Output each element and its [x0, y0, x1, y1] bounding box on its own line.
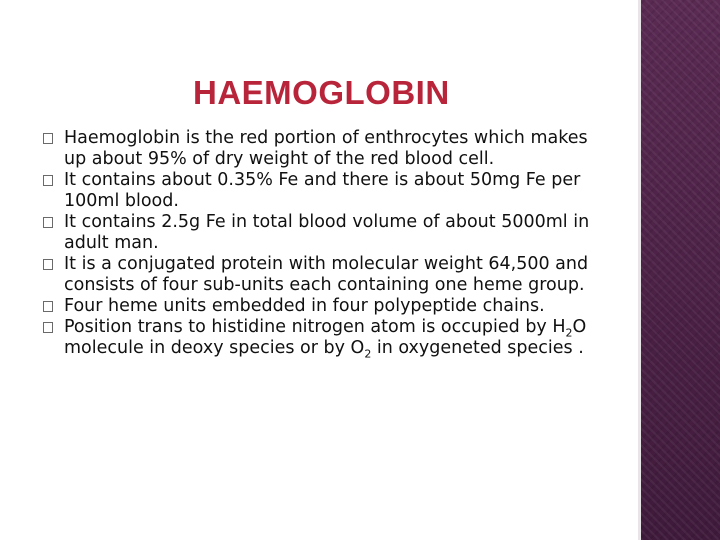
square-bullet-icon [43, 301, 53, 312]
slide-title: HAEMOGLOBIN [193, 74, 450, 111]
list-item [43, 170, 605, 212]
list-item [43, 128, 605, 170]
subscript: 2 [364, 347, 372, 361]
square-bullet-icon [43, 217, 53, 228]
square-bullet-icon [43, 133, 53, 144]
side-decoration-panel [641, 0, 720, 540]
bullet-text-part: Position trans to histidine nitrogen atom is occupied by H [64, 317, 566, 337]
subscript: 2 [565, 326, 573, 340]
bullet-text-part: in oxygeneted species . [371, 338, 584, 358]
bullet-list [43, 128, 605, 359]
bullet-text: It contains about 0.35% Fe and there is about 50mg Fe per 100ml blood. [64, 170, 581, 211]
square-bullet-icon [43, 322, 53, 333]
bullet-text-part: O molecule in deoxy species or by O [64, 317, 587, 358]
list-item [43, 317, 605, 359]
square-bullet-icon [43, 259, 53, 270]
bullet-text: It is a conjugated protein with molecular weight 64,500 and consists of four sub-units each containing one heme group. [64, 254, 589, 295]
bullet-text: Haemoglobin is the red portion of enthrocytes which makes up about 95% of dry weight of the red blood cell. [64, 128, 588, 169]
square-bullet-icon [43, 175, 53, 186]
list-item [43, 212, 605, 254]
list-item [43, 254, 605, 296]
list-item [43, 296, 605, 317]
bullet-text: It contains 2.5g Fe in total blood volume of about 5000ml in adult man. [64, 212, 590, 253]
bullet-text: Four heme units embedded in four polypeptide chains. [64, 296, 545, 316]
